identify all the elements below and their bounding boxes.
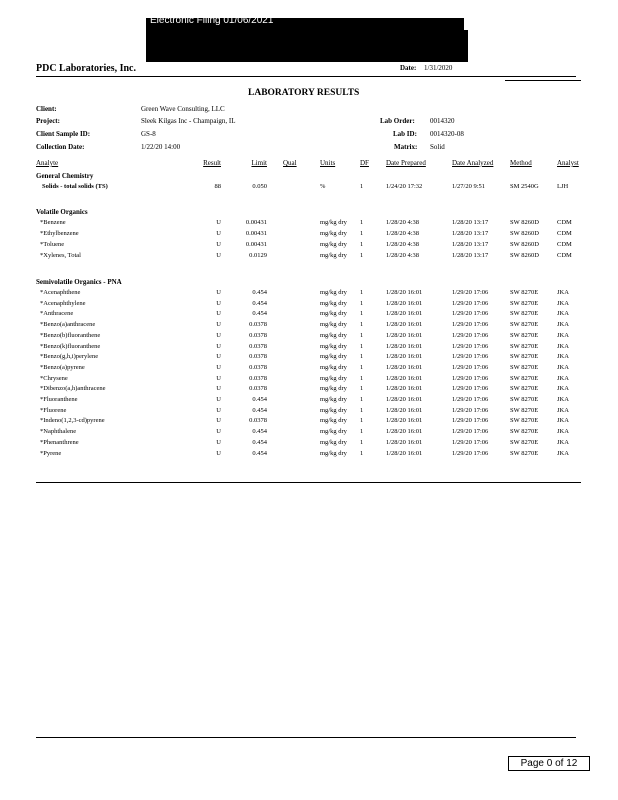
cell-method: SW 8270E [510,417,539,425]
project-label: Project: [36,117,60,125]
client-label: Client: [36,105,57,113]
cell-analyst: JKA [557,342,569,350]
cell-result: U [216,331,221,339]
cell-method: SW 8270E [510,396,539,403]
cell-analyte: *Anthracene [40,310,74,318]
cell-date-analyzed: 1/28/20 13:17 [452,230,489,237]
cell-df: 1 [360,289,364,296]
cell-result: U [216,428,221,436]
cell-limit: 0.0378 [249,363,267,371]
cell-date-analyzed: 1/28/20 13:17 [452,252,489,259]
cell-limit: 0.050 [252,183,267,190]
cell-date-analyzed: 1/29/20 17:06 [452,385,489,393]
cell-result: U [216,385,221,393]
cell-date-analyzed: 1/29/20 17:06 [452,353,489,361]
cell-analyte: *Acenaphthene [40,289,81,296]
cell-limit: 0.0378 [249,374,267,382]
cell-analyte: *Acenaphthylene [40,299,86,307]
cell-date-prepared: 1/28/20 16:01 [386,299,423,307]
cell-analyte: *Indeno(1,2,3-cd)pyrene [40,417,105,425]
cell-date-prepared: 1/28/20 4:38 [386,219,420,226]
cell-date-prepared: 1/28/20 16:01 [386,353,423,361]
report-title: LABORATORY RESULTS [248,88,360,98]
page-indicator: Page 0 of 12 [508,756,590,771]
date-value: 1/31/2020 [424,64,453,72]
cell-limit: 0.00431 [245,241,267,248]
cell-analyte: *Chrysene [40,374,68,382]
cell-result: U [216,299,221,307]
cell-method: SW 8270E [510,385,539,393]
cell-units: mg/kg dry [320,331,347,339]
cell-method: SW 8270E [510,374,539,382]
cell-result: U [216,417,221,425]
cell-analyst: JKA [557,310,569,318]
cell-result: U [216,289,221,296]
cell-analyte: *Benzo(b)fluoranthene [40,331,101,339]
cell-result: U [216,374,221,382]
section-heading: Semivolatile Organics - PNA [36,278,122,286]
cell-units: mg/kg dry [320,406,347,414]
cell-df: 1 [360,241,364,248]
cell-analyte: *Ethylbenzene [40,230,79,237]
cell-date-prepared: 1/28/20 16:01 [386,449,423,457]
cell-df: 1 [360,353,364,361]
cell-analyst: JKA [557,438,569,446]
cell-date-prepared: 1/28/20 4:38 [386,230,420,237]
cell-date-prepared: 1/28/20 16:01 [386,374,423,382]
cell-analyst: JKA [557,353,569,361]
cell-df: 1 [360,219,364,226]
cell-limit: 0.00431 [245,219,267,226]
cell-date-prepared: 1/28/20 4:38 [386,241,420,248]
cell-df: 1 [360,230,364,237]
cell-analyst: JKA [557,449,569,457]
electronic-filing-stamp: Electronic Filing 01/06/2021 [150,15,274,26]
collection-value: 1/22/20 14:00 [141,143,181,151]
cell-df: 1 [360,374,364,382]
cell-method: SW 8270E [510,310,539,318]
cell-result: U [216,353,221,361]
cell-units: mg/kg dry [320,374,347,382]
cell-limit: 0.454 [252,449,267,457]
cell-analyte: *Toluene [40,241,65,248]
cell-result: U [216,310,221,318]
date-label: Date: [400,64,417,72]
col-header-date-prepared: Date Prepared [386,159,426,167]
cell-limit: 0.454 [252,406,267,414]
cell-date-analyzed: 1/29/20 17:06 [452,417,489,425]
cell-method: SW 8270E [510,299,539,307]
cell-date-analyzed: 1/29/20 17:06 [452,374,489,382]
cell-date-analyzed: 1/29/20 17:06 [452,449,489,457]
cell-analyst: JKA [557,299,569,307]
cell-method: SW 8260D [510,219,539,226]
cell-analyte: *Benzene [40,219,66,226]
cell-analyte: *Xylenes, Total [40,252,81,259]
cell-analyst: CDM [557,230,572,237]
cell-method: SW 8270E [510,353,539,361]
cell-units: mg/kg dry [320,449,347,457]
collection-label: Collection Date: [36,143,85,151]
cell-limit: 0.0378 [249,353,267,361]
cell-df: 1 [360,417,364,425]
cell-analyte: *Benzo(a)anthracene [40,321,96,329]
cell-analyst: CDM [557,252,572,259]
cell-df: 1 [360,252,364,259]
cell-method: SW 8270E [510,428,539,436]
cell-result: U [216,252,221,259]
cell-analyst: JKA [557,417,569,425]
cell-method: SW 8270E [510,331,539,339]
cell-analyte: *Benzo(g,h,i)perylene [40,353,99,361]
cell-date-analyzed: 1/28/20 13:17 [452,241,489,248]
cell-result: U [216,321,221,329]
cell-result: U [216,449,221,457]
cell-date-prepared: 1/28/20 16:01 [386,396,423,403]
cell-analyte: *Dibenzo(a,h)anthracene [40,385,106,393]
cell-units: mg/kg dry [320,241,347,248]
cell-df: 1 [360,310,364,318]
cell-date-prepared: 1/28/20 16:01 [386,331,423,339]
cell-date-prepared: 1/28/20 16:01 [386,428,423,436]
cell-date-prepared: 1/24/20 17:32 [386,183,423,190]
cell-units: mg/kg dry [320,428,347,436]
cell-date-analyzed: 1/29/20 17:06 [452,299,489,307]
cell-df: 1 [360,396,364,403]
cell-method: SW 8260D [510,252,539,259]
cell-result: U [216,438,221,446]
cell-analyte: *Benzo(a)pyrene [40,363,85,371]
cell-method: SW 8270E [510,321,539,329]
cell-units: mg/kg dry [320,342,347,350]
cell-analyte: *Fluoranthene [40,396,78,403]
col-header-limit: Limit [251,159,267,167]
cell-df: 1 [360,438,364,446]
cell-result: U [216,396,221,403]
cell-analyst: JKA [557,428,569,436]
cell-units: mg/kg dry [320,417,347,425]
cell-limit: 0.454 [252,299,267,307]
cell-method: SW 8270E [510,342,539,350]
cell-method: SW 8270E [510,406,539,414]
cell-method: SW 8260D [510,241,539,248]
cell-units: mg/kg dry [320,385,347,393]
cell-analyst: CDM [557,241,572,248]
col-header-analyte: Analyte [36,159,59,167]
cell-method: SM 2540G [510,183,539,190]
cell-date-analyzed: 1/29/20 17:06 [452,289,489,296]
cell-date-analyzed: 1/29/20 17:06 [452,406,489,414]
cell-analyst: JKA [557,331,569,339]
footer-rule [36,737,576,738]
cell-analyte: *Pyrene [40,449,62,457]
cell-analyst: JKA [557,385,569,393]
cell-units: mg/kg dry [320,438,347,446]
col-header-result: Result [203,159,221,167]
cell-date-analyzed: 1/29/20 17:06 [452,321,489,329]
cell-df: 1 [360,299,364,307]
cell-df: 1 [360,449,364,457]
cell-units: mg/kg dry [320,289,347,296]
cell-method: SW 8270E [510,438,539,446]
cell-date-analyzed: 1/29/20 17:06 [452,396,489,403]
cell-date-prepared: 1/28/20 16:01 [386,385,423,393]
cell-date-analyzed: 1/28/20 13:17 [452,219,489,226]
cell-date-prepared: 1/28/20 16:01 [386,363,423,371]
cell-method: SW 8270E [510,363,539,371]
stamp-redaction-bottom [146,30,468,62]
cell-limit: 0.454 [252,289,267,296]
cell-units: mg/kg dry [320,353,347,361]
cell-analyst: CDM [557,219,572,226]
cell-df: 1 [360,331,364,339]
cell-limit: 0.0129 [249,252,267,259]
cell-limit: 0.0378 [249,417,267,425]
header-rule-right [505,80,581,81]
cell-limit: 0.0378 [249,385,267,393]
cell-units: mg/kg dry [320,363,347,371]
cell-result: 88 [214,183,221,190]
cell-date-analyzed: 1/29/20 17:06 [452,342,489,350]
cell-date-analyzed: 1/29/20 17:06 [452,331,489,339]
project-value: Sleek Kilgas Inc - Champaign, IL [141,117,236,125]
cell-date-analyzed: 1/27/20 9:51 [452,183,486,190]
cell-date-prepared: 1/28/20 16:01 [386,321,423,329]
cell-result: U [216,406,221,414]
header-rule [36,76,576,77]
col-header-df: DF [360,159,369,167]
cell-limit: 0.0378 [249,342,267,350]
cell-analyst: JKA [557,406,569,414]
cell-date-prepared: 1/28/20 16:01 [386,417,423,425]
cell-date-analyzed: 1/29/20 17:06 [452,428,489,436]
cell-method: SW 8270E [510,449,539,457]
lab-order-label: Lab Order: [380,117,415,125]
cell-analyst: LJH [557,183,569,190]
cell-result: U [216,363,221,371]
matrix-value: Solid [430,143,445,151]
cell-df: 1 [360,406,364,414]
section-heading: Volatile Organics [36,208,88,216]
col-header-method: Method [510,159,532,167]
lab-order-value: 0014320 [430,117,455,125]
sample-value: GS-8 [141,130,156,138]
cell-date-prepared: 1/28/20 4:38 [386,252,420,259]
cell-result: U [216,241,221,248]
cell-date-prepared: 1/28/20 16:01 [386,438,423,446]
lab-name: PDC Laboratories, Inc. [36,63,136,74]
cell-analyte: *Fluorene [40,406,67,414]
section-heading: General Chemistry [36,172,94,180]
cell-df: 1 [360,342,364,350]
cell-analyte: *Naphthalene [40,428,77,436]
cell-analyte: *Phenanthrene [40,438,79,446]
cell-units: % [320,183,326,190]
cell-date-prepared: 1/28/20 16:01 [386,289,423,296]
sample-label: Client Sample ID: [36,130,91,138]
cell-analyst: JKA [557,321,569,329]
cell-units: mg/kg dry [320,321,347,329]
cell-units: mg/kg dry [320,299,347,307]
cell-df: 1 [360,321,364,329]
cell-date-analyzed: 1/29/20 17:06 [452,438,489,446]
matrix-label: Matrix: [394,143,418,151]
col-header-date-analyzed: Date Analyzed [452,159,494,167]
cell-analyst: JKA [557,289,569,296]
cell-units: mg/kg dry [320,252,347,259]
col-header-qual: Qual [283,159,297,167]
cell-analyst: JKA [557,396,569,403]
cell-limit: 0.454 [252,310,267,318]
cell-df: 1 [360,183,364,190]
cell-date-prepared: 1/28/20 16:01 [386,406,423,414]
col-header-analyst: Analyst [557,159,579,167]
cell-units: mg/kg dry [320,219,347,226]
cell-limit: 0.00431 [245,230,267,237]
cell-result: U [216,219,221,226]
cell-date-prepared: 1/28/20 16:01 [386,310,423,318]
cell-units: mg/kg dry [320,230,347,237]
cell-limit: 0.454 [252,396,267,403]
cell-df: 1 [360,385,364,393]
lab-id-label: Lab ID: [393,130,417,138]
cell-result: U [216,230,221,237]
cell-method: SW 8270E [510,289,539,296]
cell-limit: 0.0378 [249,331,267,339]
cell-analyst: JKA [557,374,569,382]
client-value: Green Wave Consulting, LLC [141,105,225,113]
cell-limit: 0.454 [252,428,267,436]
cell-df: 1 [360,428,364,436]
cell-analyst: JKA [557,363,569,371]
cell-date-analyzed: 1/29/20 17:06 [452,310,489,318]
lab-id-value: 0014320-08 [430,130,464,138]
cell-date-prepared: 1/28/20 16:01 [386,342,423,350]
cell-limit: 0.0378 [249,321,267,329]
cell-method: SW 8260D [510,230,539,237]
cell-result: U [216,342,221,350]
cell-analyte: Solids - total solids (TS) [42,183,108,190]
col-header-units: Units [320,159,336,167]
cell-date-analyzed: 1/29/20 17:06 [452,363,489,371]
cell-limit: 0.454 [252,438,267,446]
cell-units: mg/kg dry [320,396,347,403]
table-bottom-rule [36,482,581,483]
cell-units: mg/kg dry [320,310,347,318]
cell-analyte: *Benzo(k)fluoranthene [40,342,101,350]
cell-df: 1 [360,363,364,371]
